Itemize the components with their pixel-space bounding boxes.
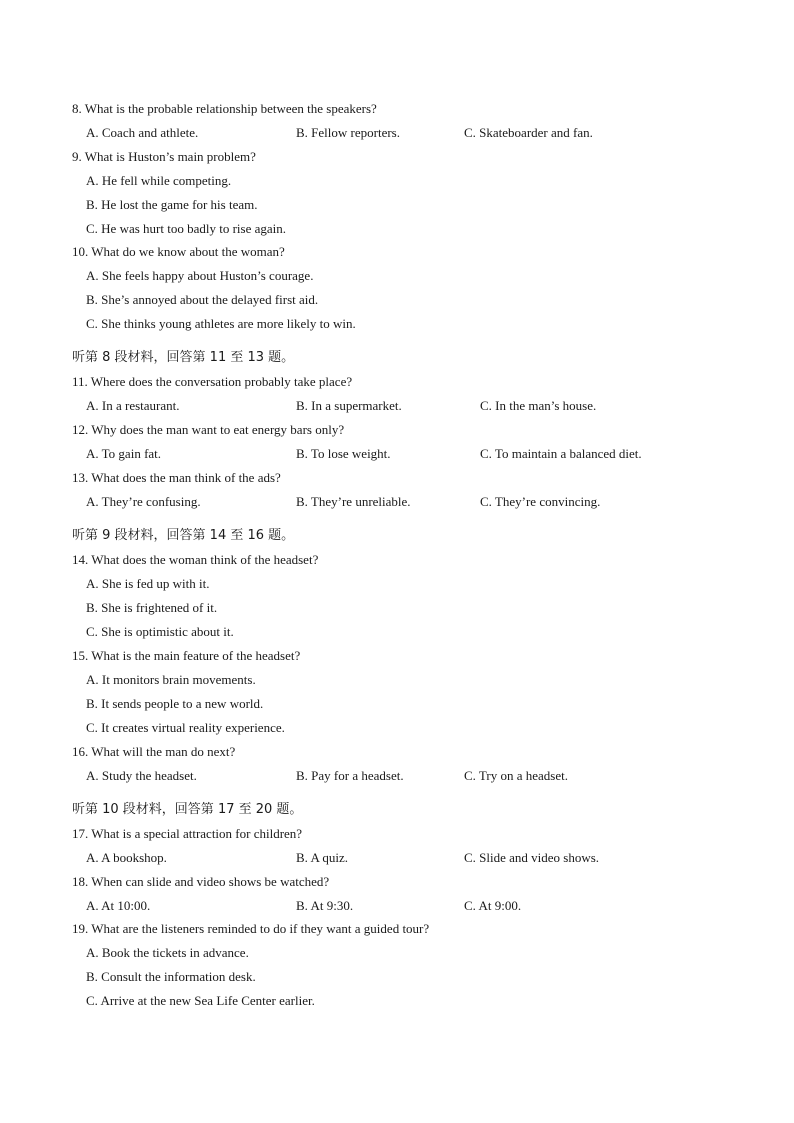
question-17: 17. What is a special attraction for children? bbox=[72, 826, 303, 841]
question-12: 12. Why does the man want to eat energy bars only? bbox=[72, 422, 345, 437]
option-9c: C. He was hurt too badly to rise again. bbox=[86, 221, 287, 236]
option-11a: A. In a restaurant. bbox=[86, 398, 180, 413]
option-12b: B. To lose weight. bbox=[296, 446, 391, 461]
option-18a: A. At 10:00. bbox=[86, 898, 151, 913]
option-11b: B. In a supermarket. bbox=[296, 398, 402, 413]
option-15c: C. It creates virtual reality experience. bbox=[86, 720, 285, 735]
option-8c: C. Skateboarder and fan. bbox=[464, 125, 593, 140]
option-19b: B. Consult the information desk. bbox=[86, 969, 256, 984]
option-15a: A. It monitors brain movements. bbox=[86, 672, 256, 687]
option-17c: C. Slide and video shows. bbox=[464, 850, 600, 865]
option-14b: B. She is frightened of it. bbox=[86, 600, 218, 615]
question-11: 11. Where does the conversation probably take place? bbox=[72, 374, 353, 389]
option-14c: C. She is optimistic about it. bbox=[86, 624, 234, 639]
question-14: 14. What does the woman think of the headset? bbox=[72, 552, 319, 567]
option-15b: B. It sends people to a new world. bbox=[86, 696, 264, 711]
question-19: 19. What are the listeners reminded to do if they want a guided tour? bbox=[72, 921, 430, 936]
option-18c: C. At 9:00. bbox=[464, 898, 522, 913]
option-9a: A. He fell while competing. bbox=[86, 173, 232, 188]
question-9: 9. What is Huston’s main problem? bbox=[72, 149, 256, 164]
option-13b: B. They’re unreliable. bbox=[296, 494, 411, 509]
option-9b: B. He lost the game for his team. bbox=[86, 197, 258, 212]
option-14a: A. She is fed up with it. bbox=[86, 576, 210, 591]
question-13: 13. What does the man think of the ads? bbox=[72, 470, 281, 485]
option-8a: A. Coach and athlete. bbox=[86, 125, 199, 140]
question-8: 8. What is the probable relationship between the speakers? bbox=[72, 101, 377, 116]
question-10: 10. What do we know about the woman? bbox=[72, 244, 285, 259]
section-heading-8: 听第 8 段材料，回答第 11 至 13 题。 bbox=[72, 350, 295, 365]
section-heading-10: 听第 10 段材料，回答第 17 至 20 题。 bbox=[72, 802, 303, 817]
option-10a: A. She feels happy about Huston’s courage. bbox=[86, 268, 314, 283]
option-19c: C. Arrive at the new Sea Life Center earlier. bbox=[86, 993, 315, 1008]
option-18b: B. At 9:30. bbox=[296, 898, 354, 913]
option-19a: A. Book the tickets in advance. bbox=[86, 945, 249, 960]
option-17b: B. A quiz. bbox=[296, 850, 349, 865]
option-16a: A. Study the headset. bbox=[86, 768, 197, 783]
section-heading-9: 听第 9 段材料，回答第 14 至 16 题。 bbox=[72, 528, 295, 543]
option-10c: C. She thinks young athletes are more likely to win. bbox=[86, 316, 356, 331]
option-10b: B. She’s annoyed about the delayed first aid. bbox=[86, 292, 319, 307]
question-16: 16. What will the man do next? bbox=[72, 744, 236, 759]
option-12c: C. To maintain a balanced diet. bbox=[480, 446, 642, 461]
option-8b: B. Fellow reporters. bbox=[296, 125, 400, 140]
question-18: 18. When can slide and video shows be watched? bbox=[72, 874, 330, 889]
option-13a: A. They’re confusing. bbox=[86, 494, 201, 509]
option-16c: C. Try on a headset. bbox=[464, 768, 568, 783]
question-15: 15. What is the main feature of the headset? bbox=[72, 648, 301, 663]
option-16b: B. Pay for a headset. bbox=[296, 768, 404, 783]
option-17a: A. A bookshop. bbox=[86, 850, 167, 865]
option-13c: C. They’re convincing. bbox=[480, 494, 601, 509]
option-12a: A. To gain fat. bbox=[86, 446, 162, 461]
option-11c: C. In the man’s house. bbox=[480, 398, 597, 413]
